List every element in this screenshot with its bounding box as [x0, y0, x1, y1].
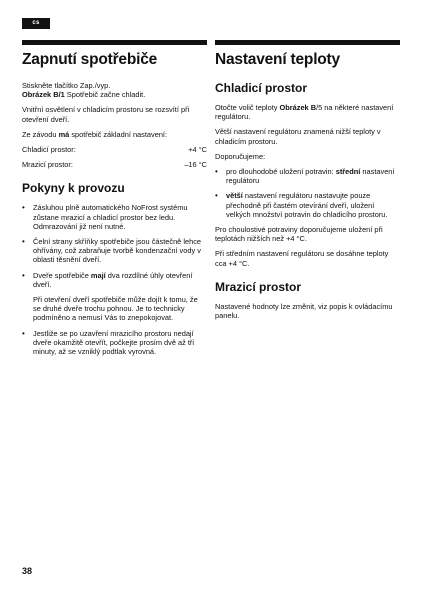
list-item: • Čelní strany skříňky spotřebiče jsou částečně lehce ohřívány, což zabraňuje tvorbě kondenzační vody v oblasti těsnění dveří.	[22, 237, 207, 265]
list-item: • pro dlouhodobé uložení potravin: střední nastavení regulátoru	[215, 167, 400, 185]
paragraph-interior-light: Vnitřní osvětlení v chladicím prostoru se rozsvítí při otevření dveří.	[22, 105, 190, 124]
list-item: • Zásluhou plně automatického NoFrost systému zůstane mrazicí a chladicí prostor bez ledu. Odmrazování již není nutné.	[22, 203, 207, 231]
paragraph-turn-dial: Otočte volič teploty Obrázek B/5 na některé nastavení regulátoru.	[215, 103, 394, 122]
paragraph-switch-on: Stiskněte tlačítko Zap./vyp. Obrázek B/1 Spotřebič začne chladit.	[22, 81, 146, 100]
list-item: • větší nastavení regulátoru nastavujte pouze přechodně při častém otevírání dveří, uložení velkých množství potravin do chladicího prostoru.	[215, 191, 400, 219]
paragraph-sensitive-food: Pro choulostivé potraviny doporučujeme uložení při teplotách nižších než +4 °C.	[215, 225, 383, 244]
setting-value: +4 °C	[188, 145, 207, 155]
left-column	[22, 40, 207, 362]
section-rule	[22, 40, 207, 45]
list-item: • Jestliže se po uzavření mrazicího prostoru nedají dveře okamžitě otevřít, počkejte prosím dvě až tři minuty, až se vzniklý podtlak vyrovná.	[22, 329, 207, 357]
page-number: 38	[22, 566, 33, 576]
list-item-note: Při otevření dveří spotřebiče může dojít k tomu, že se druhé dveře trochu pohnou. Je to technicky podmíněno a nemusí Vás to znepokojovat.	[33, 295, 198, 323]
paragraph-middle-setting: Při středním nastavení regulátoru se dosáhne teploty cca +4 °C.	[215, 249, 389, 268]
heading-fridge: Chladicí prostor	[215, 81, 308, 95]
paragraph-freezer-values: Nastavené hodnoty lze změnit, viz popis k ovládacímu panelu.	[215, 301, 393, 321]
section-title-switching-on: Zapnutí spotřebiče	[22, 51, 158, 68]
setting-label: Mrazicí prostor:	[22, 160, 73, 170]
language-tag: cs	[22, 18, 50, 29]
paragraph-factory-setting: Ze závodu má spotřebič základní nastavení:	[22, 129, 168, 139]
right-column	[215, 40, 400, 326]
paragraph-higher-setting: Větší nastavení regulátoru znamená nižší teploty v chladicím prostoru.	[215, 127, 381, 146]
recommendation-list	[215, 167, 400, 219]
setting-label: Chladicí prostor:	[22, 145, 76, 155]
list-item: • Dveře spotřebiče mají dva rozdílné úhly otevření dveří. Při otevření dveří spotřebiče může dojít k tomu, že se druhé dveře trochu pohnou. Je to technicky podmíněno a nemusí Vás to znepokojovat.	[22, 271, 207, 323]
section-rule	[215, 40, 400, 45]
heading-freezer: Mrazicí prostor	[215, 279, 302, 294]
setting-row-freezer	[22, 160, 207, 169]
heading-operating-notes: Pokyny k provozu	[22, 181, 125, 196]
setting-value: –16 °C	[184, 160, 207, 170]
section-title-temperature-setting: Nastavení teploty	[215, 51, 340, 68]
operating-notes-list	[22, 203, 207, 356]
paragraph-recommend: Doporučujeme:	[215, 151, 266, 161]
setting-row-fridge	[22, 145, 207, 154]
